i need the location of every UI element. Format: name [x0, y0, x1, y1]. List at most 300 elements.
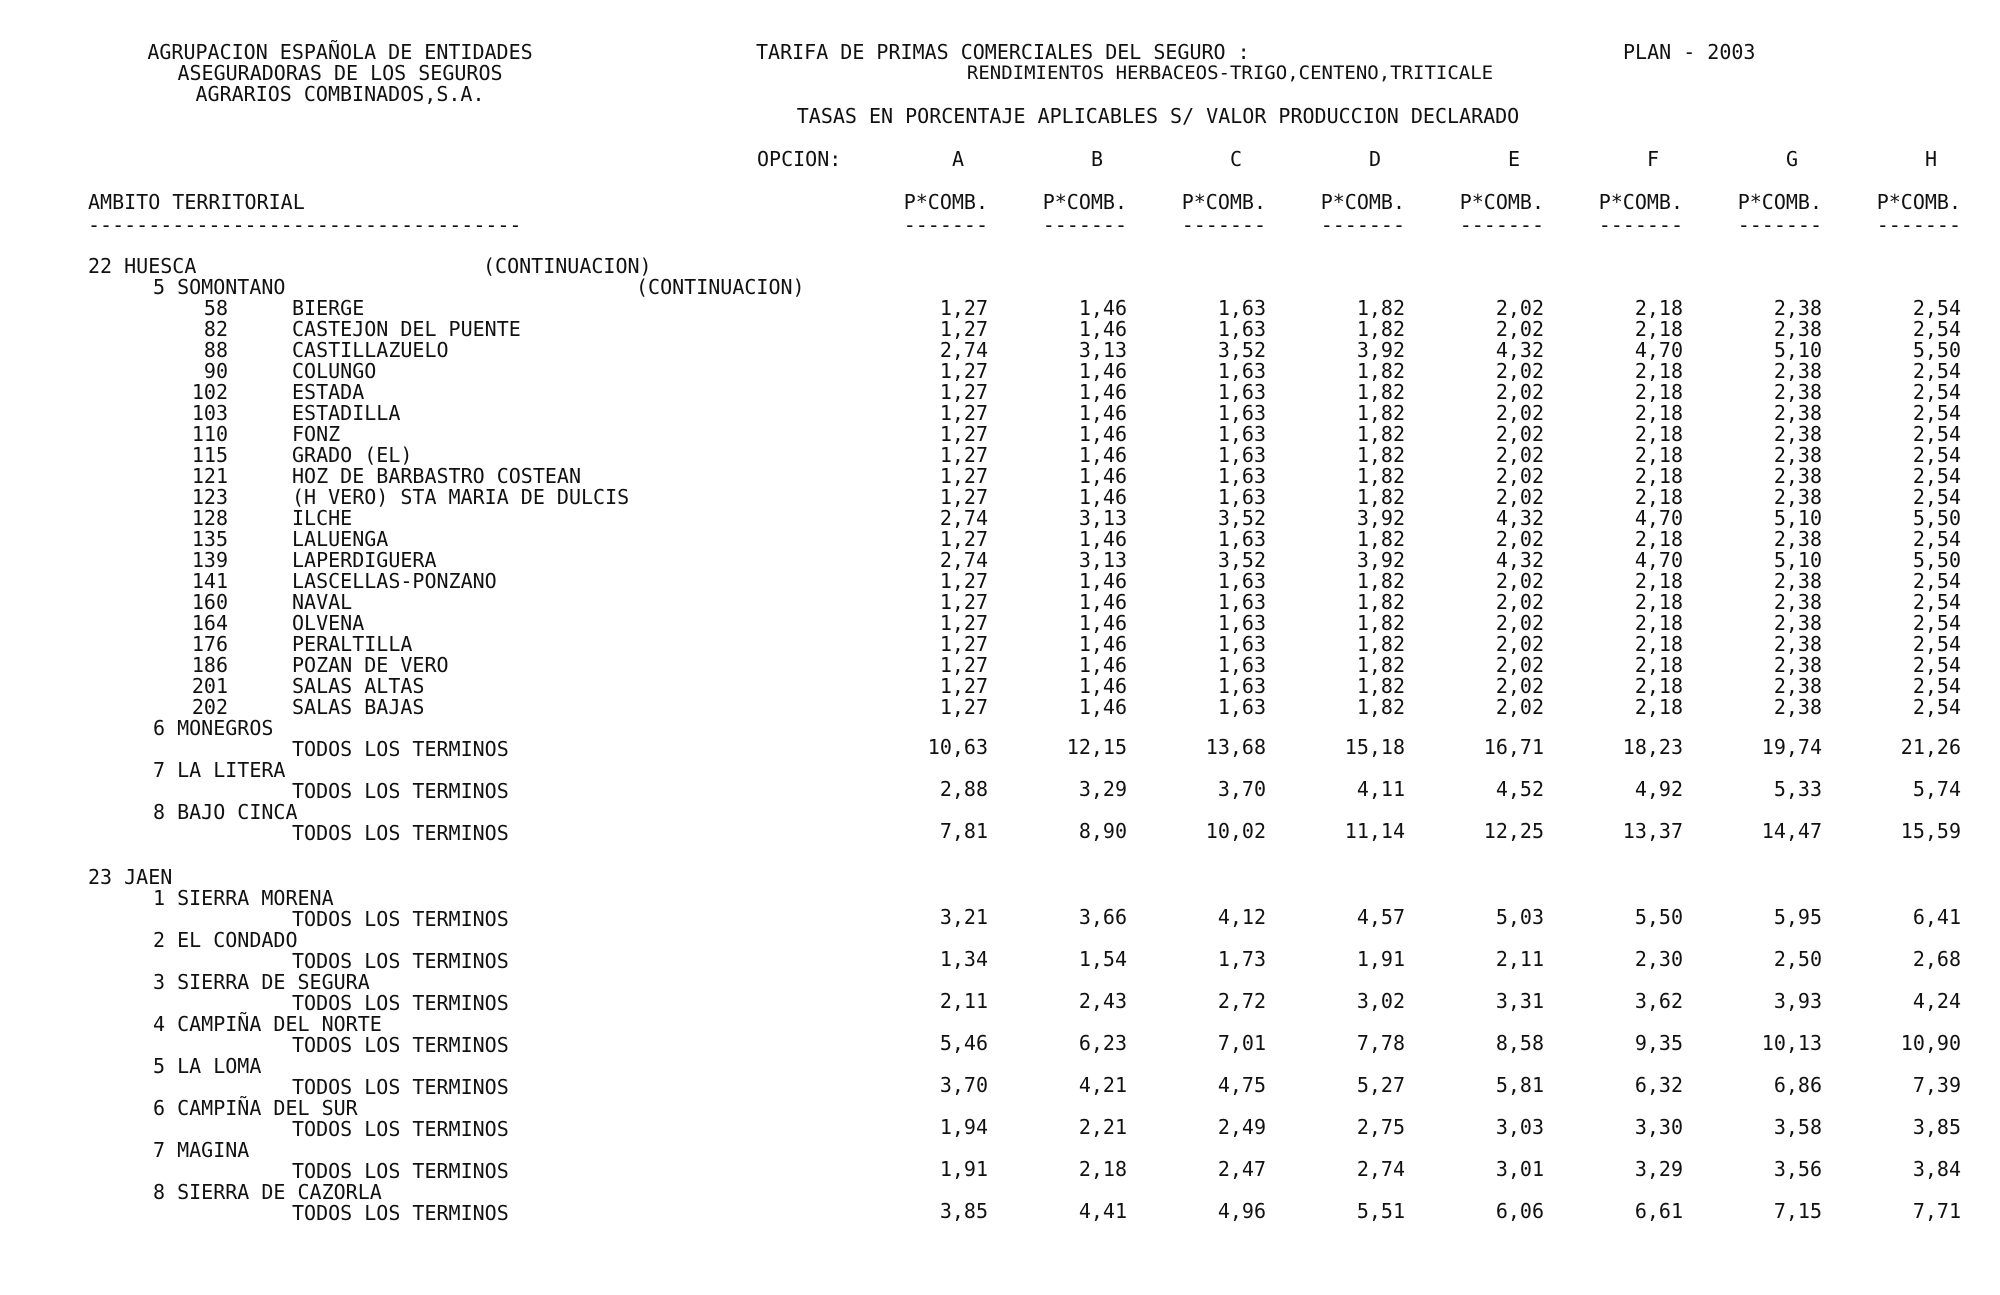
column-rule: -------	[1181, 213, 1266, 237]
all-terms-label: TODOS LOS TERMINOS	[292, 991, 509, 1015]
rate-cell: 3,29	[1634, 1157, 1683, 1181]
rate-cell: 2,02	[1495, 380, 1544, 404]
rate-cell: 4,32	[1495, 338, 1544, 362]
rate-cell: 5,74	[1912, 777, 1961, 801]
rate-cell: 2,02	[1495, 632, 1544, 656]
rate-cell: 4,11	[1356, 777, 1405, 801]
rate-cell: 6,86	[1773, 1073, 1822, 1097]
municipality-name: ESTADILLA	[292, 401, 401, 425]
rate-cell: 2,02	[1495, 296, 1544, 320]
rate-cell: 3,03	[1495, 1115, 1544, 1139]
column-rule: -------	[1320, 213, 1405, 237]
rate-cell: 4,52	[1495, 777, 1544, 801]
rate-cell: 5,50	[1912, 338, 1961, 362]
rate-cell: 3,93	[1773, 989, 1822, 1013]
rate-cell: 12,15	[1066, 735, 1127, 759]
column-label: P*COMB.	[1737, 190, 1822, 214]
municipality-code: 128	[191, 506, 228, 530]
rate-cell: 2,18	[1634, 590, 1683, 614]
rate-cell: 7,39	[1912, 1073, 1961, 1097]
rate-cell: 5,33	[1773, 777, 1822, 801]
rate-cell: 2,02	[1495, 569, 1544, 593]
rate-cell: 1,91	[1356, 947, 1405, 971]
rate-cell: 5,10	[1773, 548, 1822, 572]
comarca-title: 6 MONEGROS	[153, 716, 274, 740]
rate-cell: 1,91	[939, 1157, 988, 1181]
rate-cell: 2,02	[1495, 422, 1544, 446]
option-letter: C	[1229, 147, 1242, 171]
rate-cell: 4,96	[1217, 1199, 1266, 1223]
rate-cell: 2,54	[1912, 590, 1961, 614]
rate-cell: 2,02	[1495, 485, 1544, 509]
all-terms-label: TODOS LOS TERMINOS	[292, 949, 509, 973]
rate-cell: 2,54	[1912, 695, 1961, 719]
rate-cell: 2,18	[1634, 380, 1683, 404]
municipality-name: CASTILLAZUELO	[292, 338, 449, 362]
column-rule: -------	[1459, 213, 1544, 237]
column-label: P*COMB.	[1876, 190, 1961, 214]
rate-cell: 1,82	[1356, 674, 1405, 698]
rate-cell: 2,38	[1773, 527, 1822, 551]
rate-cell: 2,18	[1634, 695, 1683, 719]
rate-cell: 2,18	[1634, 464, 1683, 488]
rate-cell: 1,27	[939, 632, 988, 656]
rate-cell: 2,38	[1773, 296, 1822, 320]
column-label: P*COMB.	[1181, 190, 1266, 214]
plan-year: PLAN - 2003	[1623, 40, 1756, 64]
rate-cell: 2,74	[939, 338, 988, 362]
rate-cell: 1,46	[1078, 632, 1127, 656]
rate-cell: 6,32	[1634, 1073, 1683, 1097]
rate-cell: 7,71	[1912, 1199, 1961, 1223]
rate-cell: 8,58	[1495, 1031, 1544, 1055]
municipality-code: 135	[191, 527, 228, 551]
rate-cell: 2,54	[1912, 443, 1961, 467]
rate-cell: 19,74	[1761, 735, 1822, 759]
rate-cell: 1,34	[939, 947, 988, 971]
rate-cell: 6,41	[1912, 905, 1961, 929]
rate-cell: 1,27	[939, 464, 988, 488]
tariff-subtitle: TASAS EN PORCENTAJE APLICABLES S/ VALOR PRODUCCION DECLARADO	[796, 104, 1520, 128]
option-letter: G	[1785, 147, 1798, 171]
rate-cell: 2,54	[1912, 422, 1961, 446]
rate-cell: 1,82	[1356, 695, 1405, 719]
rate-cell: 14,47	[1761, 819, 1822, 843]
rate-cell: 15,18	[1344, 735, 1405, 759]
municipality-code: 88	[203, 338, 228, 362]
rate-cell: 1,27	[939, 611, 988, 635]
rate-cell: 3,92	[1356, 338, 1405, 362]
rate-cell: 3,31	[1495, 989, 1544, 1013]
tariff-title-line2: RENDIMIENTOS HERBACEOS-TRIGO,CENTENO,TRITICALE	[966, 62, 1494, 84]
rate-cell: 2,38	[1773, 401, 1822, 425]
rate-cell: 3,62	[1634, 989, 1683, 1013]
rate-cell: 3,29	[1078, 777, 1127, 801]
rate-cell: 2,54	[1912, 359, 1961, 383]
rate-cell: 2,38	[1773, 443, 1822, 467]
rate-cell: 2,68	[1912, 947, 1961, 971]
rate-cell: 1,27	[939, 695, 988, 719]
municipality-name: GRADO (EL)	[292, 443, 413, 467]
rate-cell: 2,30	[1634, 947, 1683, 971]
rate-cell: 1,63	[1217, 401, 1266, 425]
rate-cell: 2,18	[1634, 485, 1683, 509]
comarca-title: 7 MAGINA	[153, 1138, 250, 1162]
rate-cell: 1,82	[1356, 401, 1405, 425]
rate-cell: 1,46	[1078, 359, 1127, 383]
opcion-label: OPCION:	[757, 147, 842, 171]
rate-cell: 2,54	[1912, 401, 1961, 425]
option-letter: B	[1090, 147, 1103, 171]
rate-cell: 1,82	[1356, 485, 1405, 509]
rate-cell: 2,38	[1773, 695, 1822, 719]
column-label: P*COMB.	[903, 190, 988, 214]
option-letter: H	[1924, 147, 1937, 171]
rate-cell: 2,02	[1495, 401, 1544, 425]
rate-cell: 2,11	[939, 989, 988, 1013]
rate-cell: 1,46	[1078, 674, 1127, 698]
rate-cell: 3,52	[1217, 338, 1266, 362]
rate-cell: 1,46	[1078, 590, 1127, 614]
rate-cell: 1,46	[1078, 380, 1127, 404]
rate-cell: 4,70	[1634, 506, 1683, 530]
org-line-2: ASEGURADORAS DE LOS SEGUROS	[177, 61, 503, 85]
rate-cell: 2,88	[939, 777, 988, 801]
rate-cell: 1,27	[939, 443, 988, 467]
rate-cell: 1,46	[1078, 611, 1127, 635]
rate-cell: 2,02	[1495, 317, 1544, 341]
rate-cell: 1,82	[1356, 611, 1405, 635]
rate-cell: 2,38	[1773, 569, 1822, 593]
rate-cell: 2,18	[1634, 296, 1683, 320]
rate-cell: 2,02	[1495, 695, 1544, 719]
rate-cell: 2,18	[1634, 569, 1683, 593]
municipality-code: 90	[203, 359, 228, 383]
rate-cell: 2,18	[1634, 674, 1683, 698]
rate-cell: 1,82	[1356, 590, 1405, 614]
municipality-name: NAVAL	[292, 590, 353, 614]
option-letter: F	[1646, 147, 1659, 171]
org-line-3: AGRARIOS COMBINADOS,S.A.	[195, 82, 485, 106]
rate-cell: 3,85	[939, 1199, 988, 1223]
rate-cell: 1,63	[1217, 527, 1266, 551]
all-terms-label: TODOS LOS TERMINOS	[292, 737, 509, 761]
rate-cell: 2,38	[1773, 317, 1822, 341]
column-label: P*COMB.	[1598, 190, 1683, 214]
all-terms-label: TODOS LOS TERMINOS	[292, 1033, 509, 1057]
rate-cell: 1,27	[939, 653, 988, 677]
rate-cell: 2,21	[1078, 1115, 1127, 1139]
rate-cell: 2,18	[1078, 1157, 1127, 1181]
municipality-name: ESTADA	[292, 380, 365, 404]
municipality-code: 201	[191, 674, 228, 698]
rate-cell: 1,82	[1356, 464, 1405, 488]
rate-cell: 2,54	[1912, 653, 1961, 677]
rate-cell: 4,41	[1078, 1199, 1127, 1223]
municipality-code: 123	[191, 485, 228, 509]
rate-cell: 1,63	[1217, 674, 1266, 698]
rate-cell: 2,18	[1634, 317, 1683, 341]
rate-cell: 1,82	[1356, 569, 1405, 593]
rate-cell: 12,25	[1483, 819, 1544, 843]
rate-cell: 7,81	[939, 819, 988, 843]
rate-cell: 1,82	[1356, 653, 1405, 677]
rate-cell: 2,54	[1912, 380, 1961, 404]
municipality-code: 160	[191, 590, 228, 614]
rate-cell: 2,18	[1634, 527, 1683, 551]
rate-cell: 1,27	[939, 380, 988, 404]
rate-cell: 2,18	[1634, 401, 1683, 425]
rate-cell: 2,54	[1912, 611, 1961, 635]
rate-cell: 5,81	[1495, 1073, 1544, 1097]
rate-cell: 5,50	[1912, 548, 1961, 572]
rate-cell: 2,54	[1912, 569, 1961, 593]
all-terms-label: TODOS LOS TERMINOS	[292, 1159, 509, 1183]
rate-cell: 2,54	[1912, 464, 1961, 488]
rate-cell: 1,27	[939, 401, 988, 425]
municipality-name: LAPERDIGUERA	[292, 548, 437, 572]
rate-cell: 11,14	[1344, 819, 1405, 843]
rate-cell: 2,38	[1773, 632, 1822, 656]
column-rule: -------	[1876, 213, 1961, 237]
rate-cell: 1,82	[1356, 632, 1405, 656]
rate-cell: 6,61	[1634, 1199, 1683, 1223]
rate-cell: 2,02	[1495, 653, 1544, 677]
rate-cell: 10,13	[1761, 1031, 1822, 1055]
rate-cell: 3,52	[1217, 548, 1266, 572]
rate-cell: 1,63	[1217, 590, 1266, 614]
rate-cell: 2,54	[1912, 296, 1961, 320]
rate-cell: 1,82	[1356, 359, 1405, 383]
rate-cell: 1,94	[939, 1115, 988, 1139]
rate-cell: 1,27	[939, 527, 988, 551]
comarca-title: 8 SIERRA DE CAZORLA	[153, 1180, 382, 1204]
rate-cell: 5,51	[1356, 1199, 1405, 1223]
rate-cell: 10,90	[1900, 1031, 1961, 1055]
rate-cell: 2,38	[1773, 590, 1822, 614]
rate-cell: 2,38	[1773, 422, 1822, 446]
rate-cell: 2,02	[1495, 359, 1544, 383]
rate-cell: 5,50	[1634, 905, 1683, 929]
rate-cell: 13,68	[1205, 735, 1266, 759]
column-rule: -------	[903, 213, 988, 237]
comarca-title: 6 CAMPIÑA DEL SUR	[153, 1096, 358, 1120]
province-title: 22 HUESCA	[88, 254, 197, 278]
rate-cell: 1,46	[1078, 422, 1127, 446]
comarca-title: 5 LA LOMA	[153, 1054, 262, 1078]
option-letter: D	[1368, 147, 1381, 171]
rate-cell: 21,26	[1900, 735, 1961, 759]
municipality-code: 115	[191, 443, 228, 467]
rate-cell: 2,38	[1773, 380, 1822, 404]
rate-cell: 10,63	[927, 735, 988, 759]
all-terms-label: TODOS LOS TERMINOS	[292, 821, 509, 845]
municipality-code: 121	[191, 464, 228, 488]
rate-cell: 6,23	[1078, 1031, 1127, 1055]
rate-cell: 2,02	[1495, 590, 1544, 614]
rate-cell: 3,66	[1078, 905, 1127, 929]
rate-cell: 7,15	[1773, 1199, 1822, 1223]
rate-cell: 4,70	[1634, 338, 1683, 362]
column-label: P*COMB.	[1320, 190, 1405, 214]
rate-cell: 3,85	[1912, 1115, 1961, 1139]
rate-cell: 1,27	[939, 422, 988, 446]
rate-cell: 2,38	[1773, 611, 1822, 635]
column-rule: -------	[1042, 213, 1127, 237]
rate-cell: 2,38	[1773, 464, 1822, 488]
rate-cell: 1,82	[1356, 422, 1405, 446]
municipality-name: OLVENA	[292, 611, 365, 635]
rate-cell: 3,02	[1356, 989, 1405, 1013]
all-terms-label: TODOS LOS TERMINOS	[292, 1075, 509, 1099]
municipality-name: HOZ DE BARBASTRO COSTEAN	[292, 464, 581, 488]
rate-cell: 3,56	[1773, 1157, 1822, 1181]
rate-cell: 1,73	[1217, 947, 1266, 971]
rate-cell: 2,72	[1217, 989, 1266, 1013]
rate-cell: 2,74	[939, 548, 988, 572]
rate-cell: 1,27	[939, 296, 988, 320]
municipality-name: BIERGE	[292, 296, 365, 320]
tariff-title: TARIFA DE PRIMAS COMERCIALES DEL SEGURO :	[756, 40, 1250, 64]
rate-cell: 1,46	[1078, 317, 1127, 341]
municipality-name: SALAS BAJAS	[292, 695, 425, 719]
all-terms-label: TODOS LOS TERMINOS	[292, 1201, 509, 1225]
rate-cell: 1,46	[1078, 401, 1127, 425]
municipality-name: SALAS ALTAS	[292, 674, 425, 698]
municipality-code: 164	[191, 611, 228, 635]
rate-cell: 2,38	[1773, 674, 1822, 698]
rate-cell: 1,46	[1078, 485, 1127, 509]
rate-cell: 5,46	[939, 1031, 988, 1055]
province-continuation: (CONTINUACION)	[483, 254, 652, 278]
rate-cell: 1,27	[939, 359, 988, 383]
rate-cell: 1,46	[1078, 443, 1127, 467]
all-terms-label: TODOS LOS TERMINOS	[292, 1117, 509, 1141]
municipality-code: 186	[191, 653, 228, 677]
comarca-title: 7 LA LITERA	[153, 758, 286, 782]
rate-cell: 1,63	[1217, 296, 1266, 320]
rate-cell: 1,82	[1356, 380, 1405, 404]
comarca-title: 5 SOMONTANO	[153, 275, 286, 299]
municipality-name: COLUNGO	[292, 359, 377, 383]
rate-cell: 1,27	[939, 569, 988, 593]
all-terms-label: TODOS LOS TERMINOS	[292, 907, 509, 931]
rate-cell: 2,18	[1634, 443, 1683, 467]
rate-cell: 2,02	[1495, 674, 1544, 698]
rate-cell: 2,74	[1356, 1157, 1405, 1181]
rate-cell: 2,18	[1634, 611, 1683, 635]
rate-cell: 1,54	[1078, 947, 1127, 971]
rate-cell: 1,63	[1217, 380, 1266, 404]
rate-cell: 2,18	[1634, 422, 1683, 446]
ambito-heading: AMBITO TERRITORIAL	[88, 190, 305, 214]
rate-cell: 1,82	[1356, 527, 1405, 551]
rate-cell: 3,92	[1356, 506, 1405, 530]
rate-cell: 3,70	[1217, 777, 1266, 801]
rate-cell: 4,32	[1495, 548, 1544, 572]
rate-cell: 7,78	[1356, 1031, 1405, 1055]
rate-cell: 2,54	[1912, 317, 1961, 341]
province-title: 23 JAEN	[88, 865, 173, 889]
municipality-name: CASTEJON DEL PUENTE	[292, 317, 521, 341]
municipality-name: FONZ	[292, 422, 341, 446]
rate-cell: 1,46	[1078, 569, 1127, 593]
rate-cell: 7,01	[1217, 1031, 1266, 1055]
rate-cell: 3,70	[939, 1073, 988, 1097]
rate-cell: 1,27	[939, 317, 988, 341]
rate-cell: 3,58	[1773, 1115, 1822, 1139]
rate-cell: 5,27	[1356, 1073, 1405, 1097]
rate-cell: 2,49	[1217, 1115, 1266, 1139]
all-terms-label: TODOS LOS TERMINOS	[292, 779, 509, 803]
rate-cell: 1,63	[1217, 359, 1266, 383]
rate-cell: 2,02	[1495, 527, 1544, 551]
rate-cell: 5,03	[1495, 905, 1544, 929]
rate-cell: 1,46	[1078, 695, 1127, 719]
rate-cell: 4,92	[1634, 777, 1683, 801]
rate-cell: 1,63	[1217, 569, 1266, 593]
rate-cell: 2,54	[1912, 674, 1961, 698]
rate-cell: 4,21	[1078, 1073, 1127, 1097]
rate-cell: 1,82	[1356, 296, 1405, 320]
option-letter: E	[1507, 147, 1520, 171]
municipality-code: 141	[191, 569, 228, 593]
rate-cell: 2,54	[1912, 632, 1961, 656]
rate-cell: 6,06	[1495, 1199, 1544, 1223]
rate-cell: 2,38	[1773, 485, 1822, 509]
column-label: P*COMB.	[1042, 190, 1127, 214]
column-rule: -------	[1737, 213, 1822, 237]
rate-cell: 15,59	[1900, 819, 1961, 843]
rate-cell: 1,46	[1078, 296, 1127, 320]
municipality-code: 103	[191, 401, 228, 425]
rate-cell: 9,35	[1634, 1031, 1683, 1055]
municipality-code: 139	[191, 548, 228, 572]
rate-cell: 2,54	[1912, 527, 1961, 551]
rate-cell: 1,63	[1217, 632, 1266, 656]
rate-cell: 5,95	[1773, 905, 1822, 929]
rate-cell: 18,23	[1622, 735, 1683, 759]
rate-cell: 3,92	[1356, 548, 1405, 572]
municipality-name: ILCHE	[292, 506, 353, 530]
rate-cell: 2,11	[1495, 947, 1544, 971]
comarca-title: 2 EL CONDADO	[153, 928, 298, 952]
municipality-name: POZAN DE VERO	[292, 653, 449, 677]
rate-cell: 2,47	[1217, 1157, 1266, 1181]
comarca-title: 3 SIERRA DE SEGURA	[153, 970, 370, 994]
municipality-code: 102	[191, 380, 228, 404]
rate-cell: 4,24	[1912, 989, 1961, 1013]
rate-cell: 2,38	[1773, 359, 1822, 383]
rate-cell: 1,82	[1356, 317, 1405, 341]
rate-cell: 1,27	[939, 590, 988, 614]
rate-cell: 2,38	[1773, 653, 1822, 677]
rate-cell: 3,52	[1217, 506, 1266, 530]
rate-cell: 3,13	[1078, 548, 1127, 572]
rate-cell: 2,75	[1356, 1115, 1405, 1139]
rate-cell: 13,37	[1622, 819, 1683, 843]
rate-cell: 16,71	[1483, 735, 1544, 759]
rate-cell: 4,12	[1217, 905, 1266, 929]
rate-cell: 1,63	[1217, 695, 1266, 719]
org-line-1: AGRUPACION ESPAÑOLA DE ENTIDADES	[147, 40, 533, 64]
rate-cell: 2,02	[1495, 443, 1544, 467]
rate-cell: 1,27	[939, 485, 988, 509]
municipality-name: LALUENGA	[292, 527, 389, 551]
rate-cell: 1,63	[1217, 464, 1266, 488]
rate-cell: 2,18	[1634, 359, 1683, 383]
rate-cell: 1,46	[1078, 527, 1127, 551]
